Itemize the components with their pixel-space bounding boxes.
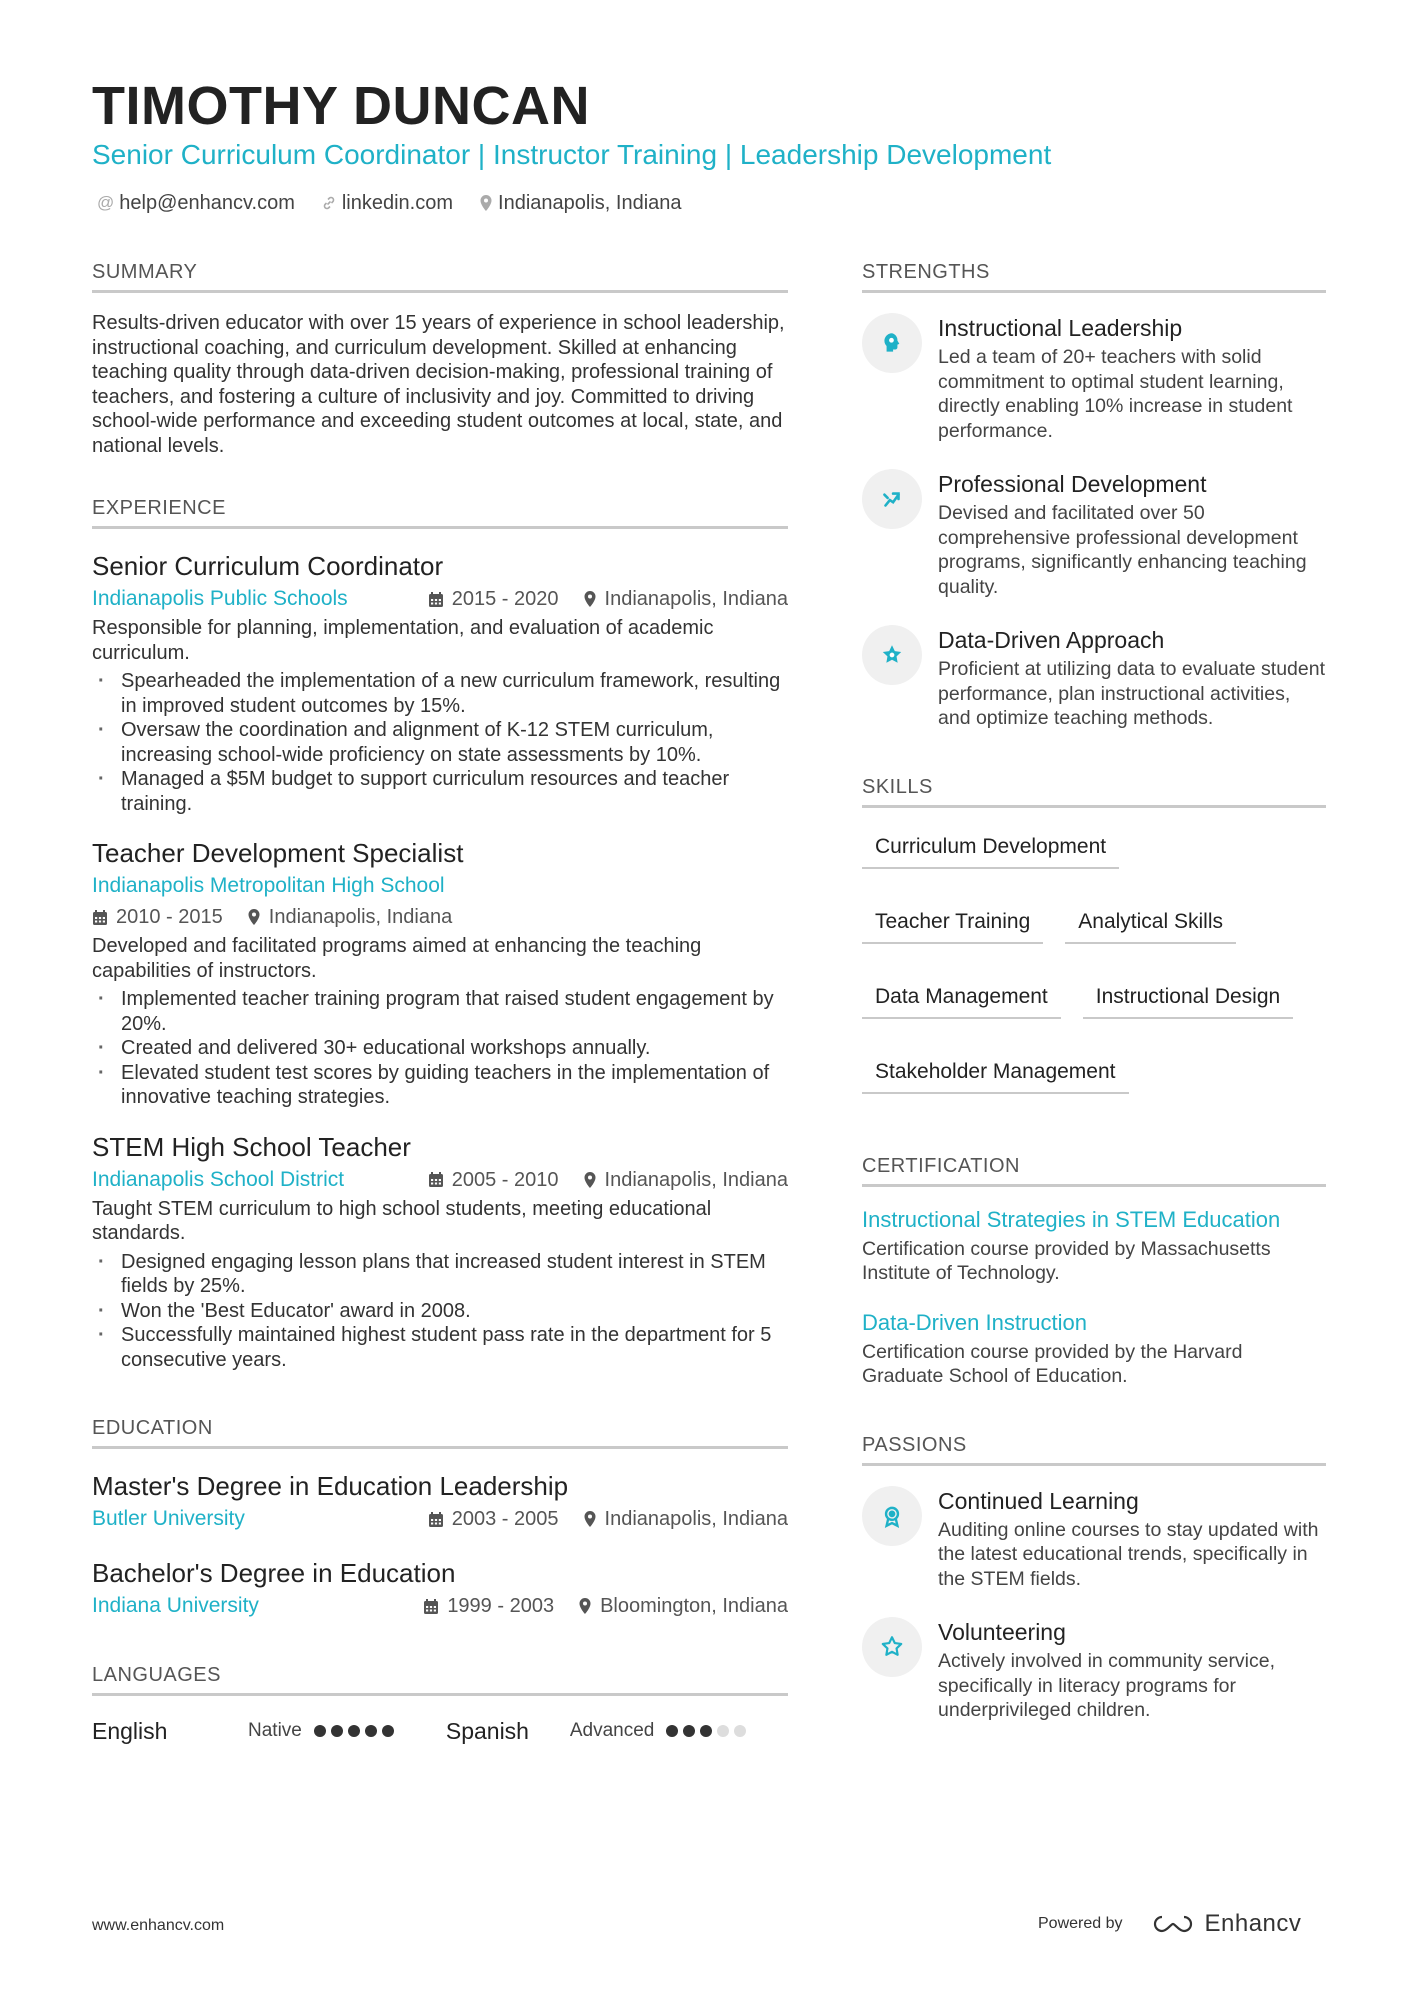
lightbulb-head-icon (862, 313, 922, 373)
brand-logo[interactable] (1149, 1910, 1302, 1938)
rating-dot-filled (683, 1725, 695, 1737)
calendar-icon (428, 1511, 444, 1528)
education-dates (423, 1591, 554, 1621)
skill-tag: Data Management (862, 976, 1061, 1019)
languages-section (92, 1661, 788, 1746)
education-entry (92, 1469, 788, 1534)
language-name: English (92, 1718, 168, 1744)
experience-section (92, 494, 788, 1372)
calendar-icon (428, 591, 444, 608)
right-column (862, 258, 1326, 1755)
language-rating (314, 1725, 394, 1737)
contact-bar (97, 188, 682, 218)
job-entry (92, 836, 788, 1110)
languages-heading: LANGUAGES (92, 1661, 788, 1696)
education-location-text: Indianapolis, Indiana (604, 1508, 788, 1530)
powered-by-label: Powered by (1038, 1915, 1123, 1932)
candidate-name: TIMOTHY DUNCAN (92, 76, 590, 136)
rating-dot-filled (314, 1725, 326, 1737)
language-level: Native (248, 1720, 302, 1741)
rating-dot-empty (734, 1725, 746, 1737)
rating-dot-filled (331, 1725, 343, 1737)
location-pin-icon (247, 908, 261, 926)
job-bullet: · Elevated student test scores by guiding teachers in the implementation of innovative teaching strategies. (92, 1061, 788, 1110)
language-level: Advanced (569, 1720, 655, 1741)
job-organization: Indianapolis Public Schools (92, 587, 348, 610)
job-dates-text: 2010 - 2015 (116, 906, 223, 928)
certification-heading: CERTIFICATION (862, 1152, 1326, 1187)
summary-heading: SUMMARY (92, 258, 788, 293)
passions-section (862, 1431, 1326, 1723)
summary-text: Results-driven educator with over 15 years of experience in school leadership, instructional coaching, and curriculum development. Skilled at enhancing teaching quality through data-driven decision-making, professional training of teachers, and fostering a culture of inclusivity and joy. Committed to driving school-wide performance and exceeding student outcomes at local, state, and national levels. (92, 312, 785, 457)
job-dates-text: 2015 - 2020 (451, 588, 559, 610)
job-dates (92, 902, 223, 932)
strength-title: Data-Driven Approach (938, 627, 1165, 653)
education-entry (92, 1556, 788, 1621)
degree-title: Bachelor's Degree in Education (92, 1558, 456, 1588)
education-location-text: Bloomington, Indiana (600, 1595, 788, 1617)
rating-dot-filled (382, 1725, 394, 1737)
passion-item (862, 1617, 1326, 1723)
job-dates (428, 1165, 559, 1195)
strength-text: Devised and facilitated over 50 comprehensive professional development programs, significantly enhancing teaching quality. (938, 502, 1307, 598)
job-bullet: · Successfully maintained highest student pass rate in the department for 5 consecutive years. (92, 1323, 788, 1372)
job-dates (428, 584, 559, 614)
strength-text: Led a team of 20+ teachers with solid commitment to optimal student learning, directly enabling 10% increase in student performance. (938, 346, 1293, 442)
job-description: Responsible for planning, implementation, and evaluation of academic curriculum. (92, 617, 714, 664)
skills-section (862, 773, 1326, 1094)
headline: Senior Curriculum Coordinator | Instructor Training | Leadership Development (92, 139, 1052, 170)
contact-email[interactable] (97, 188, 295, 218)
skills-list (862, 826, 1322, 1094)
language-name: Spanish (445, 1718, 529, 1744)
location-pin-icon (583, 590, 597, 608)
job-bullets (92, 669, 788, 816)
skill-tag: Instructional Design (1083, 976, 1293, 1019)
job-location (247, 902, 452, 932)
location-text: Indianapolis, Indiana (498, 192, 682, 214)
rating-dot-empty (717, 1725, 729, 1737)
contact-linkedin[interactable] (321, 188, 453, 218)
job-bullet: · Spearheaded the implementation of a new curriculum framework, resulting in improved student outcomes by 15%. (92, 669, 788, 718)
job-entry (92, 1130, 788, 1373)
calendar-icon (423, 1598, 439, 1615)
calendar-icon (428, 1171, 444, 1188)
footer-website[interactable]: www.enhancv.com (92, 1917, 225, 1934)
skill-tag: Analytical Skills (1065, 901, 1236, 944)
job-organization: Indianapolis Metropolitan High School (92, 874, 445, 897)
job-description: Developed and facilitated programs aimed at enhancing the teaching capabilities of instructors. (92, 935, 702, 982)
job-bullet: · Oversaw the coordination and alignment of K-12 STEM curriculum, increasing school-wide proficiency on state assessments by 10%. (92, 718, 788, 767)
at-icon: @ (97, 193, 115, 212)
job-bullet: · Designed engaging lesson plans that increased student interest in STEM fields by 25%. (92, 1250, 788, 1299)
strength-item (862, 469, 1326, 599)
passion-text: Auditing online courses to stay updated with the latest educational trends, specifically in the STEM fields. (938, 1518, 1319, 1590)
education-section (92, 1414, 788, 1621)
infinity-logo-icon (1149, 1913, 1197, 1935)
job-meta (92, 1165, 788, 1195)
degree-title: Master's Degree in Education Leadership (92, 1471, 569, 1501)
job-location-text: Indianapolis, Indiana (268, 906, 453, 928)
linkedin-text: linkedin.com (341, 192, 454, 214)
job-location-text: Indianapolis, Indiana (604, 588, 788, 610)
certification-text: Certification course provided by Massachusetts Institute of Technology. (862, 1237, 1271, 1284)
star-outline-icon (862, 1617, 922, 1677)
strength-item (862, 313, 1326, 443)
school-name: Indiana University (92, 1594, 259, 1617)
certification-item (862, 1205, 1326, 1286)
location-pin-icon (479, 194, 493, 212)
education-dates-text: 2003 - 2005 (451, 1508, 559, 1530)
skills-heading: SKILLS (862, 773, 1326, 808)
job-title: STEM High School Teacher (92, 1131, 411, 1162)
job-meta (92, 584, 788, 614)
star-badge-icon (862, 625, 922, 685)
strength-title: Professional Development (938, 471, 1207, 497)
location-pin-icon (583, 1510, 597, 1528)
job-bullets (92, 1250, 788, 1373)
education-heading: EDUCATION (92, 1414, 788, 1449)
location-pin-icon (578, 1597, 592, 1615)
passion-text: Actively involved in community service, specifically in literacy programs for underprivileged children. (938, 1650, 1276, 1721)
job-title: Senior Curriculum Coordinator (92, 551, 444, 581)
job-title: Teacher Development Specialist (92, 838, 464, 868)
summary-section (92, 258, 788, 458)
award-ribbon-icon (862, 1486, 922, 1546)
rating-dot-filled (700, 1725, 712, 1737)
strengths-section (862, 258, 1326, 731)
job-location-text: Indianapolis, Indiana (604, 1168, 788, 1191)
certification-item (862, 1308, 1326, 1389)
job-bullet: · Implemented teacher training program that raised student engagement by 20%. (92, 987, 788, 1036)
passion-title: Continued Learning (938, 1487, 1139, 1514)
language-rating (666, 1725, 746, 1737)
job-bullet: · Won the 'Best Educator' award in 2008. (92, 1299, 788, 1324)
skill-tag: Stakeholder Management (862, 1051, 1129, 1094)
job-location (583, 1165, 788, 1195)
experience-heading: EXPERIENCE (92, 494, 788, 529)
certification-title: Data-Driven Instruction (862, 1309, 1087, 1335)
job-meta-row (92, 902, 788, 932)
footer-branding (1038, 1910, 1301, 1938)
rating-dot-filled (666, 1725, 678, 1737)
email-text: help@enhancv.com (119, 192, 295, 214)
job-description: Taught STEM curriculum to high school students, meeting educational standards. (92, 1197, 712, 1244)
skill-tag: Teacher Training (862, 901, 1043, 944)
growth-arrow-icon (862, 469, 922, 529)
job-bullet: · Managed a $5M budget to support curriculum resources and teacher training. (92, 767, 788, 816)
link-icon (321, 195, 337, 211)
job-bullet: · Created and delivered 30+ educational workshops annually. (92, 1036, 788, 1061)
rating-dot-filled (365, 1725, 377, 1737)
education-location (578, 1591, 788, 1621)
passion-item (862, 1486, 1326, 1592)
passions-heading: PASSIONS (862, 1431, 1326, 1466)
education-meta (92, 1591, 788, 1621)
education-dates-text: 1999 - 2003 (447, 1595, 555, 1617)
education-dates (428, 1504, 559, 1534)
strength-item (862, 625, 1326, 731)
job-location (583, 584, 788, 614)
rating-dot-filled (348, 1725, 360, 1737)
job-dates-text: 2005 - 2010 (451, 1168, 559, 1191)
left-column (92, 258, 788, 1778)
education-meta (92, 1504, 788, 1534)
certification-section (862, 1152, 1326, 1389)
certification-text: Certification course provided by the Harvard Graduate School of Education. (862, 1340, 1243, 1387)
strengths-heading: STRENGTHS (862, 258, 1326, 293)
skill-tag: Curriculum Development (862, 826, 1119, 869)
location-pin-icon (583, 1171, 597, 1189)
brand-name: Enhancv (1204, 1910, 1302, 1937)
strength-title: Instructional Leadership (938, 315, 1183, 341)
education-location (583, 1504, 788, 1534)
job-entry (92, 549, 788, 816)
job-meta (92, 871, 788, 901)
languages-row (92, 1716, 788, 1746)
strength-text: Proficient at utilizing data to evaluate student performance, plan instructional activities, and optimize teaching methods. (938, 658, 1325, 729)
job-bullets (92, 987, 788, 1110)
certification-title: Instructional Strategies in STEM Education (862, 1206, 1281, 1232)
calendar-icon (92, 909, 108, 926)
job-organization: Indianapolis School District (92, 1167, 345, 1191)
contact-location (479, 188, 681, 218)
school-name: Butler University (92, 1507, 245, 1530)
passion-title: Volunteering (938, 1619, 1066, 1645)
